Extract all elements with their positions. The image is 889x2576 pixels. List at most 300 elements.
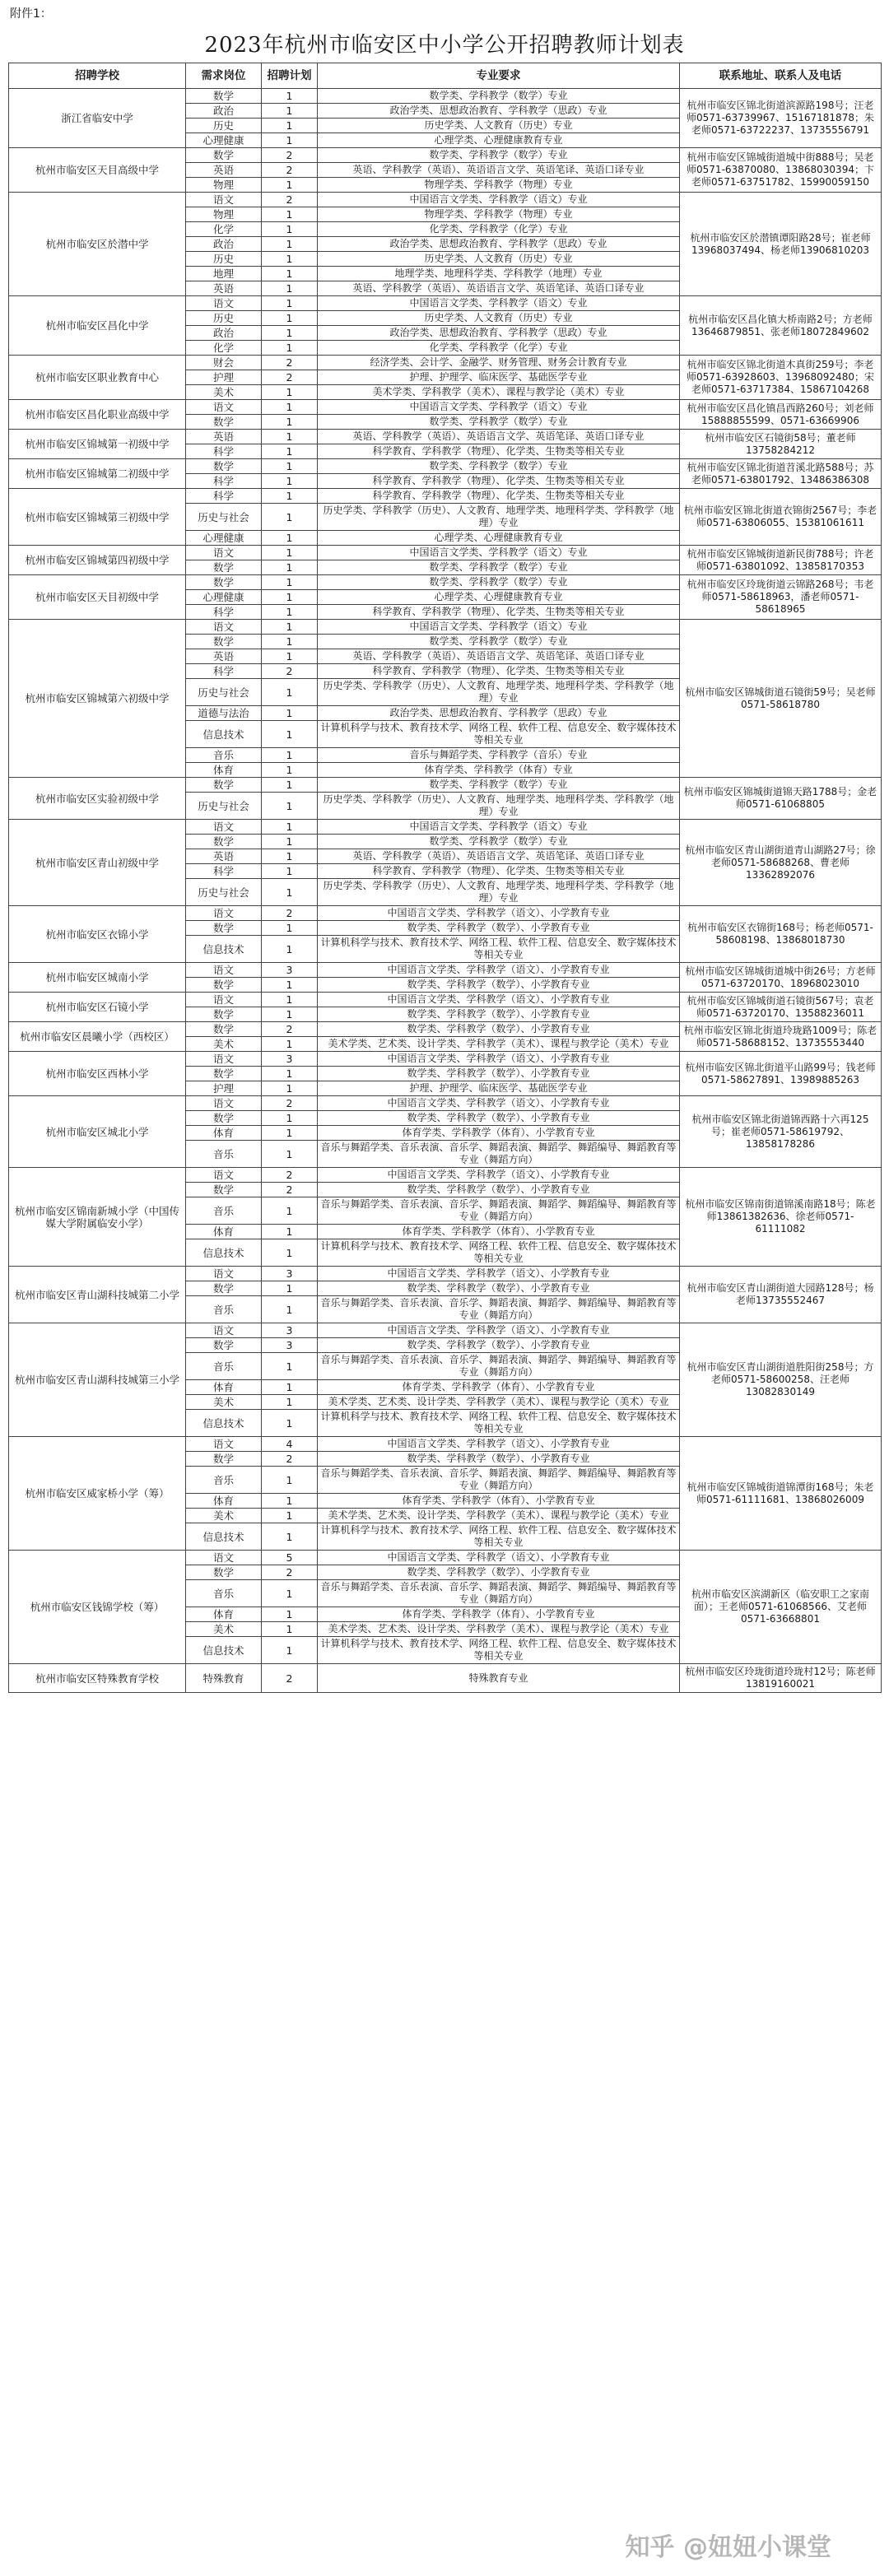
contact-cell: 杭州市临安区昌化镇昌西路260号；刘老师15888855599、0571-63669906: [680, 400, 882, 430]
plan-cell: 2: [262, 356, 318, 370]
position-cell: 特殊教育: [186, 1664, 262, 1693]
requirement-cell: 体育学类、学科教学（体育）、小学教育专业: [318, 1494, 680, 1509]
position-cell: 政治: [186, 326, 262, 341]
plan-cell: 1: [262, 649, 318, 664]
position-cell: 数学: [186, 148, 262, 163]
plan-cell: 1: [262, 178, 318, 193]
position-cell: 物理: [186, 207, 262, 222]
position-cell: 数学: [186, 635, 262, 649]
plan-cell: 1: [262, 706, 318, 721]
requirement-cell: 政治学类、思想政治教育、学科教学（思政）专业: [318, 237, 680, 252]
position-cell: 历史与社会: [186, 679, 262, 706]
plan-cell: 1: [262, 207, 318, 222]
position-cell: 科学: [186, 489, 262, 504]
plan-cell: 1: [262, 222, 318, 237]
requirement-cell: 中国语言文学类、学科教学（语文）、小学教育专业: [318, 1323, 680, 1338]
position-cell: 化学: [186, 341, 262, 356]
position-cell: 音乐: [186, 1141, 262, 1168]
position-cell: 英语: [186, 649, 262, 664]
position-cell: 数学: [186, 1183, 262, 1197]
requirement-cell: 体育学类、学科教学（体育）、小学教育专业: [318, 1607, 680, 1622]
requirement-cell: 中国语言文学类、学科教学（语文）专业: [318, 193, 680, 207]
table-row: [9, 1664, 882, 1693]
position-cell: 历史与社会: [186, 879, 262, 906]
plan-cell: 1: [262, 635, 318, 649]
position-cell: 数学: [186, 921, 262, 936]
plan-cell: 1: [262, 1380, 318, 1395]
position-cell: 历史: [186, 119, 262, 133]
position-cell: 科学: [186, 474, 262, 489]
table-row: [9, 296, 882, 311]
plan-cell: 1: [262, 459, 318, 474]
position-cell: 科学: [186, 864, 262, 879]
requirement-cell: 护理、护理学、临床医学、基础医学专业: [318, 1081, 680, 1096]
school-name: 杭州市临安区天目高级中学: [9, 148, 186, 193]
position-cell: 语文: [186, 193, 262, 207]
requirement-cell: 数学类、学科教学（数学）专业: [318, 778, 680, 793]
plan-cell: 1: [262, 89, 318, 104]
position-cell: 英语: [186, 430, 262, 444]
requirement-cell: 英语、学科教学（英语）、英语语言文学、英语笔译、英语口译专业: [318, 430, 680, 444]
school-name: 浙江省临安中学: [9, 89, 186, 148]
school-name: 杭州市临安区石镜小学: [9, 993, 186, 1022]
plan-cell: 1: [262, 575, 318, 590]
plan-cell: 1: [262, 296, 318, 311]
contact-cell: 杭州市临安区青山湖街道胜阳街258号；方老师0571-58600258、汪老师13082830149: [680, 1323, 882, 1437]
contact-cell: 杭州市临安区锦城街道城中街26号；方老师0571-63720170、18968023010: [680, 963, 882, 993]
plan-cell: 1: [262, 1467, 318, 1494]
plan-cell: 1: [262, 546, 318, 560]
requirement-cell: 科学教育、学科教学（物理）、化学类、生物类等相关专业: [318, 474, 680, 489]
plan-cell: 2: [262, 1565, 318, 1580]
contact-cell: 杭州市临安区锦北街道滨源路198号；汪老师0571-63739967、15167181878；朱老师0571-63722237、13735556791: [680, 89, 882, 148]
position-cell: 历史: [186, 311, 262, 326]
position-cell: 体育: [186, 1225, 262, 1239]
requirement-cell: 体育学类、学科教学（体育）、小学教育专业: [318, 1380, 680, 1395]
position-cell: 护理: [186, 370, 262, 385]
contact-cell: 杭州市临安区玲珑街道云锦路268号；韦老师0571-58618963，潘老师0571-58618965: [680, 575, 882, 620]
position-cell: 美术: [186, 1622, 262, 1637]
table-row: [9, 1551, 882, 1565]
requirement-cell: 中国语言文学类、学科教学（语文）专业: [318, 620, 680, 635]
position-cell: 数学: [186, 1281, 262, 1296]
requirement-cell: 数学类、学科教学（数学）专业: [318, 415, 680, 430]
plan-cell: 1: [262, 820, 318, 835]
position-cell: 数学: [186, 415, 262, 430]
plan-cell: 3: [262, 1323, 318, 1338]
position-cell: 物理: [186, 178, 262, 193]
school-name: 杭州市临安区城北小学: [9, 1096, 186, 1168]
plan-cell: 1: [262, 793, 318, 820]
position-cell: 信息技术: [186, 936, 262, 963]
table-row: [9, 356, 882, 370]
plan-cell: 1: [262, 1225, 318, 1239]
position-cell: 语文: [186, 1437, 262, 1452]
table-row: [9, 906, 882, 921]
school-name: 杭州市临安区特殊教育学校: [9, 1664, 186, 1693]
position-cell: 数学: [186, 459, 262, 474]
requirement-cell: 音乐与舞蹈学类、音乐表演、音乐学、舞蹈表演、舞蹈学、舞蹈编导、舞蹈教育等专业（舞蹈方向）: [318, 1141, 680, 1168]
requirement-cell: 中国语言文学类、学科教学（语文）、小学教育专业: [318, 1551, 680, 1565]
plan-cell: 1: [262, 936, 318, 963]
requirement-cell: 中国语言文学类、学科教学（语文）、小学教育专业: [318, 1267, 680, 1281]
contact-cell: 杭州市临安区锦城街道城中街888号；吴老师0571-63870080、13868030394；卞老师0571-63751782、15990059150: [680, 148, 882, 193]
plan-cell: 1: [262, 560, 318, 575]
plan-cell: 5: [262, 1551, 318, 1565]
position-cell: 数学: [186, 1007, 262, 1022]
plan-cell: 2: [262, 1452, 318, 1467]
table-body: [9, 89, 882, 1693]
table-row: [9, 575, 882, 590]
plan-cell: 1: [262, 721, 318, 748]
plan-cell: 2: [262, 163, 318, 178]
requirement-cell: 政治学类、思想政治教育、学科教学（思政）专业: [318, 326, 680, 341]
table-row: [9, 89, 882, 104]
plan-cell: 1: [262, 1007, 318, 1022]
position-cell: 语文: [186, 1323, 262, 1338]
requirement-cell: 历史学类、学科教学（历史）、人文教育、地理学类、地理科学类、学科教学（地理）专业: [318, 793, 680, 820]
requirement-cell: 历史学类、人文教育（历史）专业: [318, 311, 680, 326]
contact-cell: 杭州市临安区石镜街58号；董老师13758284212: [680, 430, 882, 459]
school-name: 杭州市临安区锦城第一初级中学: [9, 430, 186, 459]
position-cell: 数学: [186, 778, 262, 793]
requirement-cell: 英语、学科教学（英语）、英语语言文学、英语笔译、英语口译专业: [318, 163, 680, 178]
position-cell: 语文: [186, 1052, 262, 1067]
plan-cell: 1: [262, 104, 318, 119]
plan-cell: 1: [262, 978, 318, 993]
requirement-cell: 历史学类、学科教学（历史）、人文教育、地理学类、地理科学类、学科教学（地理）专业: [318, 679, 680, 706]
school-name: 杭州市临安区锦城第三初级中学: [9, 489, 186, 546]
position-cell: 语文: [186, 906, 262, 921]
requirement-cell: 政治学类、思想政治教育、学科教学（思政）专业: [318, 104, 680, 119]
requirement-cell: 数学类、学科教学（数学）、小学教育专业: [318, 1007, 680, 1022]
table-row: [9, 963, 882, 978]
position-cell: 美术: [186, 385, 262, 400]
position-cell: 语文: [186, 993, 262, 1007]
requirement-cell: 美术学类、学科教学（美术）、课程与教学论（美术）专业: [318, 385, 680, 400]
requirement-cell: 音乐与舞蹈学类、音乐表演、音乐学、舞蹈表演、舞蹈学、舞蹈编导、舞蹈教育等专业（舞蹈方向）: [318, 1353, 680, 1380]
plan-cell: 1: [262, 1509, 318, 1523]
plan-cell: 1: [262, 400, 318, 415]
position-cell: 心理健康: [186, 531, 262, 546]
requirement-cell: 数学类、学科教学（数学）、小学教育专业: [318, 921, 680, 936]
table-row: [9, 1267, 882, 1281]
plan-cell: 1: [262, 849, 318, 864]
requirement-cell: 中国语言文学类、学科教学（语文）专业: [318, 546, 680, 560]
plan-cell: 1: [262, 1353, 318, 1380]
header-school: 招聘学校: [9, 63, 186, 89]
position-cell: 语文: [186, 546, 262, 560]
school-name: 杭州市临安区昌化职业高级中学: [9, 400, 186, 430]
requirement-cell: 音乐与舞蹈学类、音乐表演、音乐学、舞蹈表演、舞蹈学、舞蹈编导、舞蹈教育等专业（舞蹈方向）: [318, 1580, 680, 1607]
requirement-cell: 经济学类、会计学、金融学、财务管理、财务会计教育专业: [318, 356, 680, 370]
plan-cell: 1: [262, 763, 318, 778]
contact-cell: 杭州市临安区锦城街道石镜街567号；袁老师0571-63720170、13588236011: [680, 993, 882, 1022]
watermark: 知乎 @妞妞小课堂: [625, 2533, 831, 2562]
contact-cell: 杭州市临安区滨湖新区（临安职工之家南面）；王老师0571-61068566、艾老师0571-63668801: [680, 1551, 882, 1664]
requirement-cell: 计算机科学与技术、教育技术学、网络工程、软件工程、信息安全、数字媒体技术等相关专业: [318, 936, 680, 963]
position-cell: 数学: [186, 835, 262, 849]
requirement-cell: 体育学类、学科教学（体育）、小学教育专业: [318, 1225, 680, 1239]
plan-cell: 1: [262, 1081, 318, 1096]
requirement-cell: 中国语言文学类、学科教学（语文）、小学教育专业: [318, 906, 680, 921]
requirement-cell: 中国语言文学类、学科教学（语文）专业: [318, 296, 680, 311]
plan-cell: 2: [262, 1183, 318, 1197]
position-cell: 科学: [186, 664, 262, 679]
table-row: [9, 1022, 882, 1037]
requirement-cell: 美术学类、艺术类、设计学类、学科教学（美术）、课程与教学论（美术）专业: [318, 1395, 680, 1410]
table-row: [9, 1096, 882, 1111]
plan-cell: 1: [262, 1494, 318, 1509]
position-cell: 语文: [186, 620, 262, 635]
plan-cell: 1: [262, 1239, 318, 1267]
header-plan: 招聘计划: [262, 63, 318, 89]
school-name: 杭州市临安区威家桥小学（筹）: [9, 1437, 186, 1551]
plan-cell: 1: [262, 474, 318, 489]
school-name: 杭州市临安区昌化中学: [9, 296, 186, 356]
contact-cell: 杭州市临安区玲珑街道玲珑村12号；陈老师13819160021: [680, 1664, 882, 1693]
requirement-cell: 数学类、学科教学（数学）专业: [318, 89, 680, 104]
plan-cell: 1: [262, 1580, 318, 1607]
plan-cell: 1: [262, 341, 318, 356]
contact-cell: 杭州市临安区锦城街道新民街788号；许老师0571-63801092、13858170353: [680, 546, 882, 575]
requirement-cell: 化学类、学科教学（化学）专业: [318, 341, 680, 356]
requirement-cell: 心理学类、心理健康教育专业: [318, 133, 680, 148]
plan-cell: 1: [262, 921, 318, 936]
school-name: 杭州市临安区钱锦学校（筹）: [9, 1551, 186, 1664]
plan-cell: 2: [262, 664, 318, 679]
school-name: 杭州市临安区青山湖科技城第三小学: [9, 1323, 186, 1437]
plan-cell: 1: [262, 326, 318, 341]
requirement-cell: 物理学类、学科教学（物理）专业: [318, 178, 680, 193]
position-cell: 音乐: [186, 1580, 262, 1607]
position-cell: 语文: [186, 1551, 262, 1565]
table-row: [9, 993, 882, 1007]
requirement-cell: 计算机科学与技术、教育技术学、网络工程、软件工程、信息安全、数字媒体技术等相关专业: [318, 721, 680, 748]
requirement-cell: 数学类、学科教学（数学）、小学教育专业: [318, 1111, 680, 1126]
position-cell: 体育: [186, 1607, 262, 1622]
requirement-cell: 计算机科学与技术、教育技术学、网络工程、软件工程、信息安全、数字媒体技术等相关专业: [318, 1239, 680, 1267]
plan-cell: 1: [262, 252, 318, 267]
plan-cell: 1: [262, 1410, 318, 1437]
page-title: 2023年杭州市临安区中小学公开招聘教师计划表: [204, 33, 685, 58]
plan-cell: 1: [262, 864, 318, 879]
position-cell: 信息技术: [186, 721, 262, 748]
position-cell: 财会: [186, 356, 262, 370]
position-cell: 道德与法治: [186, 706, 262, 721]
position-cell: 语文: [186, 1096, 262, 1111]
position-cell: 科学: [186, 444, 262, 459]
requirement-cell: 地理学类、地理科学类、学科教学（地理）专业: [318, 267, 680, 281]
requirement-cell: 数学类、学科教学（数学）专业: [318, 575, 680, 590]
position-cell: 政治: [186, 104, 262, 119]
plan-cell: 1: [262, 993, 318, 1007]
plan-cell: 1: [262, 504, 318, 531]
requirement-cell: 数学类、学科教学（数学）专业: [318, 635, 680, 649]
requirement-cell: 中国语言文学类、学科教学（语文）、小学教育专业: [318, 1168, 680, 1183]
table-row: [9, 1323, 882, 1338]
position-cell: 数学: [186, 1338, 262, 1353]
position-cell: 数学: [186, 1022, 262, 1037]
plan-cell: 4: [262, 1437, 318, 1452]
requirement-cell: 中国语言文学类、学科教学（语文）、小学教育专业: [318, 1437, 680, 1452]
plan-cell: 1: [262, 679, 318, 706]
plan-cell: 1: [262, 1523, 318, 1551]
requirement-cell: 体育学类、学科教学（体育）、小学教育专业: [318, 1126, 680, 1141]
plan-cell: 2: [262, 906, 318, 921]
requirement-cell: 音乐与舞蹈学类、学科教学（音乐）专业: [318, 748, 680, 763]
requirement-cell: 心理学类、心理健康教育专业: [318, 531, 680, 546]
school-name: 杭州市临安区青山初级中学: [9, 820, 186, 906]
recruitment-table: [8, 63, 882, 1693]
position-cell: 语文: [186, 400, 262, 415]
requirement-cell: 中国语言文学类、学科教学（语文）、小学教育专业: [318, 1096, 680, 1111]
requirement-cell: 物理学类、学科教学（物理）专业: [318, 207, 680, 222]
requirement-cell: 音乐与舞蹈学类、音乐表演、音乐学、舞蹈表演、舞蹈学、舞蹈编导、舞蹈教育等专业（舞蹈方向）: [318, 1296, 680, 1323]
header-contact: 联系地址、联系人及电话: [680, 63, 882, 89]
requirement-cell: 中国语言文学类、学科教学（语文）专业: [318, 820, 680, 835]
table-row: [9, 193, 882, 207]
table-row: [9, 1052, 882, 1067]
table-row: [9, 620, 882, 635]
position-cell: 数学: [186, 1111, 262, 1126]
requirement-cell: 历史学类、学科教学（历史）、人文教育、地理学类、地理科学类、学科教学（地理）专业: [318, 504, 680, 531]
contact-cell: 杭州市临安区锦南街道锦溪南路18号；陈老师13861382636、徐老师0571-61111082: [680, 1168, 882, 1267]
school-name: 杭州市临安区衣锦小学: [9, 906, 186, 963]
requirement-cell: 美术学类、艺术类、设计学类、学科教学（美术）、课程与教学论（美术）专业: [318, 1509, 680, 1523]
plan-cell: 1: [262, 385, 318, 400]
position-cell: 音乐: [186, 1353, 262, 1380]
position-cell: 美术: [186, 1037, 262, 1052]
position-cell: 音乐: [186, 1467, 262, 1494]
plan-cell: 1: [262, 1111, 318, 1126]
requirement-cell: 音乐与舞蹈学类、音乐表演、音乐学、舞蹈表演、舞蹈学、舞蹈编导、舞蹈教育等专业（舞蹈方向）: [318, 1467, 680, 1494]
requirement-cell: 数学类、学科教学（数学）、小学教育专业: [318, 1067, 680, 1081]
plan-cell: 1: [262, 1607, 318, 1622]
plan-cell: 1: [262, 748, 318, 763]
school-name: 杭州市临安区实验初级中学: [9, 778, 186, 820]
position-cell: 数学: [186, 1452, 262, 1467]
table-row: [9, 820, 882, 835]
position-cell: 历史: [186, 252, 262, 267]
position-cell: 语文: [186, 296, 262, 311]
requirement-cell: 历史学类、学科教学（历史）、人文教育、地理学类、地理科学类、学科教学（地理）专业: [318, 879, 680, 906]
contact-cell: 杭州市临安区锦北街道木真街259号；李老师0571-63928603、13968092480；宋老师0571-63717384、15867104268: [680, 356, 882, 400]
plan-cell: 2: [262, 1168, 318, 1183]
contact-cell: 杭州市临安区锦城街道锦天路1788号；金老师0571-61068805: [680, 778, 882, 820]
plan-cell: 1: [262, 1296, 318, 1323]
requirement-cell: 中国语言文学类、学科教学（语文）、小学教育专业: [318, 993, 680, 1007]
plan-cell: 1: [262, 620, 318, 635]
position-cell: 历史与社会: [186, 793, 262, 820]
plan-cell: 2: [262, 193, 318, 207]
position-cell: 信息技术: [186, 1523, 262, 1551]
position-cell: 信息技术: [186, 1410, 262, 1437]
requirement-cell: 化学类、学科教学（化学）专业: [318, 222, 680, 237]
position-cell: 数学: [186, 575, 262, 590]
requirement-cell: 中国语言文学类、学科教学（语文）、小学教育专业: [318, 1052, 680, 1067]
table-row: [9, 400, 882, 415]
requirement-cell: 科学教育、学科教学（物理）、化学类、生物类等相关专业: [318, 864, 680, 879]
position-cell: 心理健康: [186, 590, 262, 605]
contact-cell: 杭州市临安区昌化镇大桥南路2号；方老师13646879851、张老师18072849602: [680, 296, 882, 356]
plan-cell: 1: [262, 444, 318, 459]
position-cell: 信息技术: [186, 1637, 262, 1664]
requirement-cell: 数学类、学科教学（数学）专业: [318, 459, 680, 474]
school-name: 杭州市临安区城南小学: [9, 963, 186, 993]
requirement-cell: 计算机科学与技术、教育技术学、网络工程、软件工程、信息安全、数字媒体技术等相关专业: [318, 1523, 680, 1551]
position-cell: 美术: [186, 1395, 262, 1410]
plan-cell: 2: [262, 148, 318, 163]
requirement-cell: 数学类、学科教学（数学）专业: [318, 835, 680, 849]
position-cell: 数学: [186, 560, 262, 575]
plan-cell: 1: [262, 605, 318, 620]
plan-cell: 1: [262, 119, 318, 133]
position-cell: 音乐: [186, 748, 262, 763]
contact-cell: 杭州市临安区青山湖街道大园路128号；杨老师13735552467: [680, 1267, 882, 1323]
school-name: 杭州市临安区锦城第六初级中学: [9, 620, 186, 778]
plan-cell: 1: [262, 430, 318, 444]
school-name: 杭州市临安区锦南新城小学（中国传媒大学附属临安小学）: [9, 1168, 186, 1267]
requirement-cell: 数学类、学科教学（数学）专业: [318, 560, 680, 575]
plan-cell: 2: [262, 1022, 318, 1037]
header-position: 需求岗位: [186, 63, 262, 89]
table-header-row: [9, 63, 882, 89]
position-cell: 数学: [186, 978, 262, 993]
table-row: [9, 430, 882, 444]
requirement-cell: 特殊教育专业: [318, 1664, 680, 1693]
plan-cell: 3: [262, 1267, 318, 1281]
position-cell: 体育: [186, 1126, 262, 1141]
school-name: 杭州市临安区天目初级中学: [9, 575, 186, 620]
school-name: 杭州市临安区锦城第二初级中学: [9, 459, 186, 489]
position-cell: 历史与社会: [186, 504, 262, 531]
requirement-cell: 科学教育、学科教学（物理）、化学类、生物类等相关专业: [318, 489, 680, 504]
contact-cell: 杭州市临安区锦北街道平山路99号；钱老师0571-58627891、13989885263: [680, 1052, 882, 1096]
header-requirement: 专业要求: [318, 63, 680, 89]
plan-cell: 1: [262, 1037, 318, 1052]
requirement-cell: 计算机科学与技术、教育技术学、网络工程、软件工程、信息安全、数字媒体技术等相关专业: [318, 1637, 680, 1664]
position-cell: 护理: [186, 1081, 262, 1096]
school-name: 杭州市临安区於潜中学: [9, 193, 186, 296]
table-row: [9, 148, 882, 163]
position-cell: 政治: [186, 237, 262, 252]
contact-cell: 杭州市临安区锦北街道玲珑路1009号；陈老师0571-58688152、13735553440: [680, 1022, 882, 1052]
plan-cell: 1: [262, 1126, 318, 1141]
position-cell: 体育: [186, 763, 262, 778]
plan-cell: 3: [262, 963, 318, 978]
table-row: [9, 489, 882, 504]
contact-cell: 杭州市临安区锦北街道锦西路十六再125号；崔老师0571-58619792、13858178286: [680, 1096, 882, 1168]
plan-cell: 1: [262, 311, 318, 326]
position-cell: 美术: [186, 1509, 262, 1523]
position-cell: 数学: [186, 89, 262, 104]
contact-cell: 杭州市临安区锦城街道锦潭街168号；朱老师0571-61111681、13868026009: [680, 1437, 882, 1551]
requirement-cell: 美术学类、艺术类、设计学类、学科教学（美术）、课程与教学论（美术）专业: [318, 1622, 680, 1637]
plan-cell: 2: [262, 370, 318, 385]
position-cell: 体育: [186, 1380, 262, 1395]
plan-cell: 1: [262, 1197, 318, 1225]
requirement-cell: 数学类、学科教学（数学）、小学教育专业: [318, 1281, 680, 1296]
position-cell: 数学: [186, 1565, 262, 1580]
plan-cell: 1: [262, 133, 318, 148]
requirement-cell: 美术学类、艺术类、设计学类、学科教学（美术）、课程与教学论（美术）专业: [318, 1037, 680, 1052]
requirement-cell: 数学类、学科教学（数学）、小学教育专业: [318, 1183, 680, 1197]
requirement-cell: 政治学类、思想政治教育、学科教学（思政）专业: [318, 706, 680, 721]
position-cell: 语文: [186, 820, 262, 835]
plan-cell: 1: [262, 267, 318, 281]
plan-cell: 1: [262, 835, 318, 849]
